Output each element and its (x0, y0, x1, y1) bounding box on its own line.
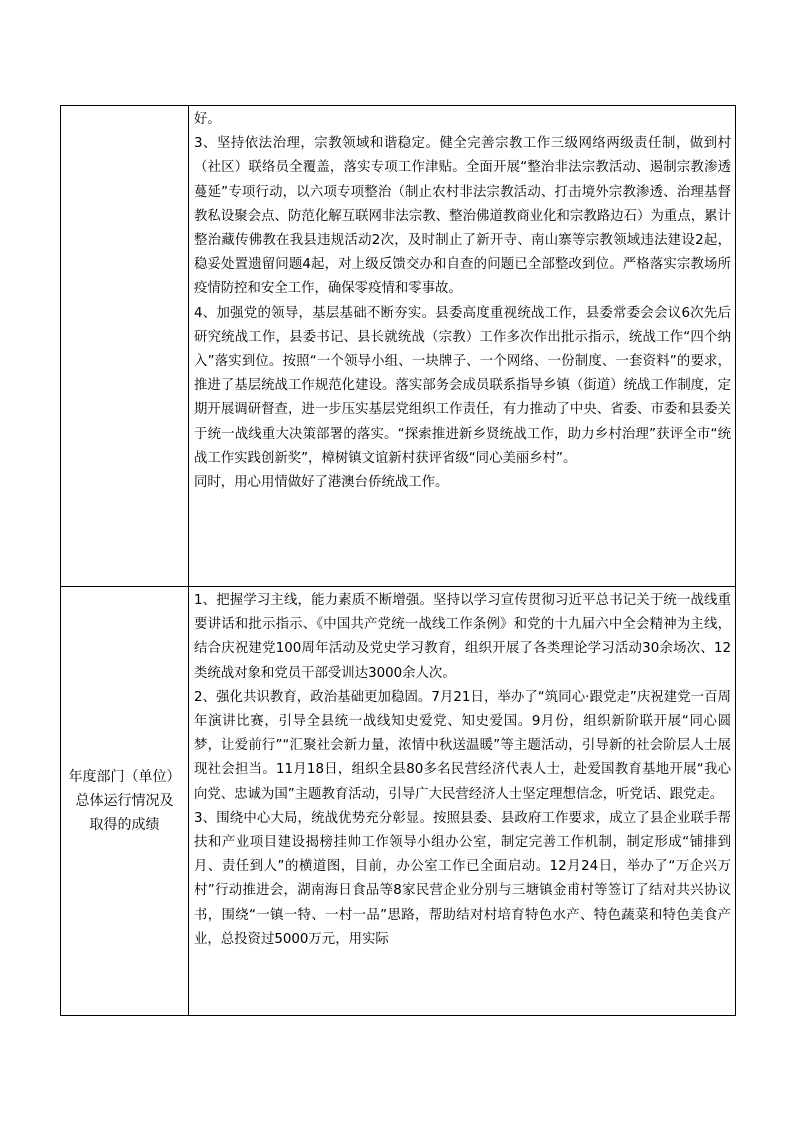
row-label-line: 年度部门（单位） (68, 769, 181, 785)
paragraph: 2、强化共识教育，政治基础更加稳固。7月21日，举办了“筑同心·跟党走”庆祝建党一百周年演讲比赛，引导全县统一战线知史爱党、知史爱国。9月份，组织新阶联开展“同心圆梦，让爱前行”“汇聚社会新力量，浓情中秋送温暖”等主题活动，引导新的社会阶层人士展现社会担当。11月18日，组织全县80多名民营经济代表人士，赴爱国教育基地开展“我心向党、忠诚为国”主题教育活动，引导广大民营经济人士坚定理想信念，听党话、跟党走。 (194, 689, 731, 802)
paragraph: 3、围绕中心大局，统战优势充分彰显。按照县委、县政府工作要求，成立了县企业联手帮扶和产业项目建设揭榜挂帅工作领导小组办公室，制定完善工作机制，制定形成“铺排到月、责任到人”的横道图，目前，办公室工作已全面启动。12月24日，举办了“万企兴万村”行动推进会，湖南海日食品等8家民营企业分别与三塘镇金甫村等签订了结对共兴协议书，围绕“一镇一特、一村一品”思路，帮助结对村培育特色水产、特色蔬菜和特色美食产业，总投资过5000万元，用实际 (194, 810, 731, 947)
row-content-cell (189, 106, 736, 587)
table-row (61, 106, 736, 587)
row-content-cell (189, 587, 736, 1016)
paragraph: 4、加强党的领导，基层基础不断夯实。县委高度重视统战工作，县委常委会会议6次先后研究统战工作，县委书记、县长就统战（宗教）工作多次作出批示指示，统战工作“四个纳入”落实到位。按照“一个领导小组、一块牌子、一个网络、一份制度、一套资料”的要求，推进了基层统战工作规范化建设。落实部务会成员联系指导乡镇（街道）统战工作制度，定期开展调研督查，进一步压实基层党组织工作责任，有力推动了中央、省委、市委和县委关于统一战线重大决策部署的落实。“探索推进新乡贤统战工作，助力乡村治理”获评全市“统战工作实践创新奖”，樟树镇文谊新村获评省级“同心美丽乡村”。 (194, 305, 731, 466)
paragraph: 同时，用心用情做好了港澳台侨统战工作。 (194, 475, 449, 491)
paragraph: 好。 (194, 112, 221, 127)
row-label-line: 取得的成绩 (89, 817, 160, 833)
row-label-cell (61, 587, 189, 1016)
row-label-cell (61, 106, 189, 587)
paragraph: 3、坚持依法治理，宗教领域和谐稳定。健全完善宗教工作三级网络两级责任制，做到村（社区）联络员全覆盖，落实专项工作津贴。全面开展“整治非法宗教活动、遏制宗教渗透蔓延”专项行动，以六项专项整治（制止农村非法宗教活动、打击境外宗教渗透、治理基督教私设聚会点、防范化解互联网非法宗教、整治佛道教商业化和宗教路边石）为重点，累计整治藏传佛教在我县违规活动2次，及时制止了新开寺、南山寨等宗教领域违法建设2起，稳妥处置遗留问题4起，对上级反馈交办和自查的问题已全部整改到位。严格落实宗教场所疫情防控和安全工作，确保零疫情和零事故。 (194, 136, 731, 297)
row-label-line: 总体运行情况及 (75, 793, 174, 809)
paragraph: 1、把握学习主线，能力素质不断增强。坚持以学习宣传贯彻习近平总书记关于统一战线重要讲话和批示指示、《中国共产党统一战线工作条例》和党的十九届六中全会精神为主线，结合庆祝建党100周年活动及党史学习教育，组织开展了各类理论学习活动30余场次、12类统战对象和党员干部受训达3000余人次。 (194, 593, 731, 681)
document-table (60, 105, 736, 1016)
table-row (61, 587, 736, 1016)
